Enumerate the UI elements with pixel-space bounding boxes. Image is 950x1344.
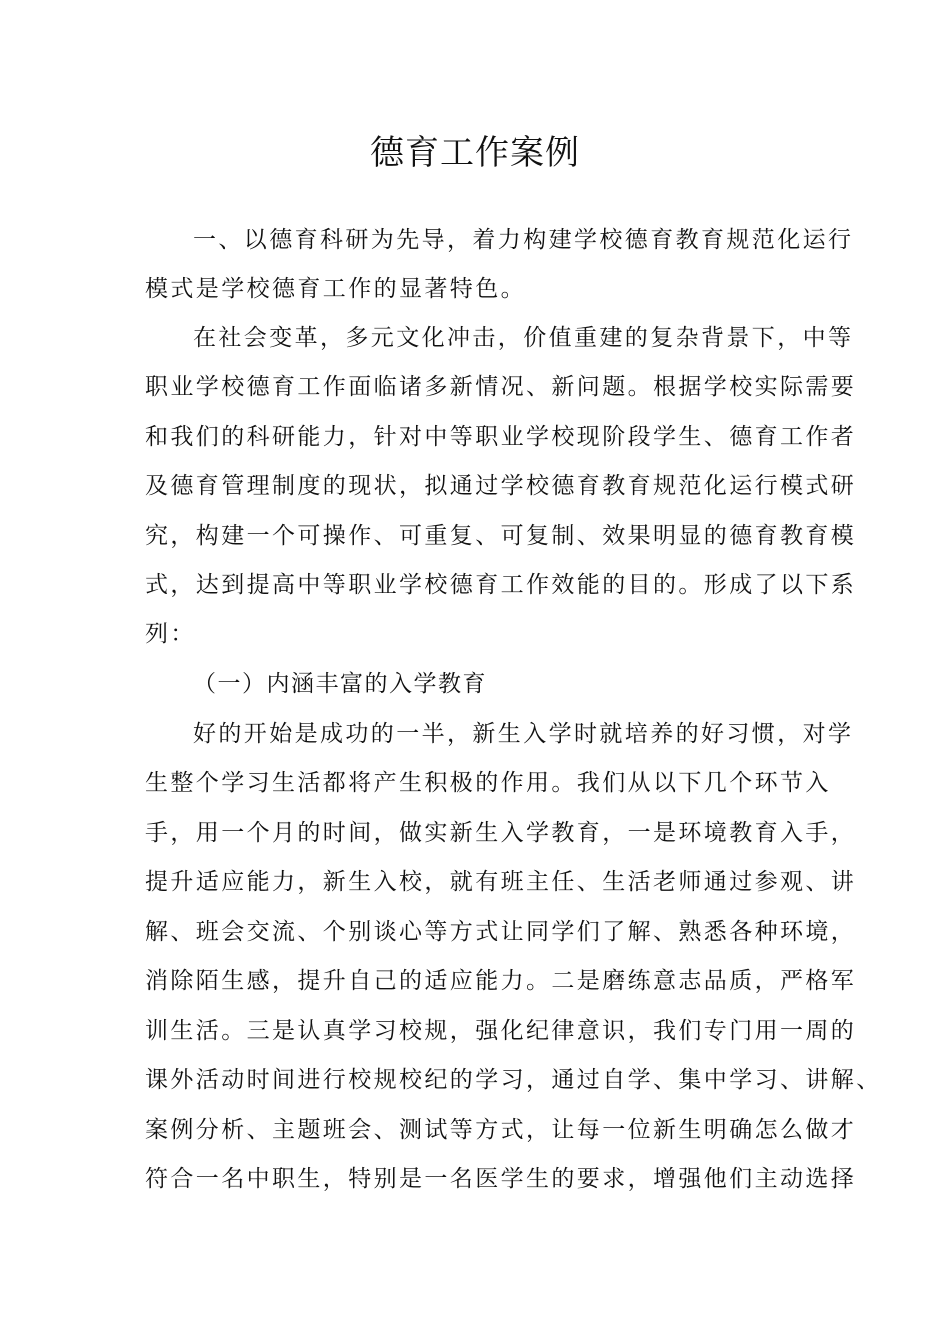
section-heading: （一）内涵丰富的入学教育 bbox=[193, 671, 487, 697]
paragraph-line: 式，达到提高中等职业学校德育工作效能的目的。形成了以下系 bbox=[145, 572, 857, 598]
paragraph-line: 及德育管理制度的现状，拟通过学校德育教育规范化运行模式研 bbox=[145, 473, 857, 499]
paragraph-line: 提升适应能力，新生入校，就有班主任、生活老师通过参观、讲 bbox=[145, 869, 857, 895]
paragraph-line: 案例分析、主题班会、测试等方式，让每一位新生明确怎么做才 bbox=[145, 1117, 857, 1143]
paragraph-line: 一、以德育科研为先导，着力构建学校德育教育规范化运行 bbox=[193, 227, 854, 253]
paragraph-line: 手，用一个月的时间，做实新生入学教育，一是环境教育入手， bbox=[145, 820, 857, 846]
paragraph-line: 好的开始是成功的一半，新生入学时就培养的好习惯，对学 bbox=[193, 721, 854, 747]
document-title: 德育工作案例 bbox=[370, 133, 580, 173]
paragraph-line: 列： bbox=[145, 621, 196, 647]
paragraph-line: 训生活。三是认真学习校规，强化纪律意识，我们专门用一周的 bbox=[145, 1018, 857, 1044]
paragraph-line: 在社会变革，多元文化冲击，价值重建的复杂背景下，中等 bbox=[193, 325, 854, 351]
paragraph-line: 符合一名中职生，特别是一名医学生的要求，增强他们主动选择 bbox=[145, 1166, 857, 1192]
paragraph-line: 职业学校德育工作面临诸多新情况、新问题。根据学校实际需要 bbox=[145, 374, 857, 400]
paragraph-line: 生整个学习生活都将产生积极的作用。我们从以下几个环节入 bbox=[145, 770, 831, 796]
paragraph-line: 究，构建一个可操作、可重复、可复制、效果明显的德育教育模 bbox=[145, 523, 857, 549]
paragraph-line: 解、班会交流、个别谈心等方式让同学们了解、熟悉各种环境， bbox=[145, 919, 857, 945]
paragraph-line: 模式是学校德育工作的显著特色。 bbox=[145, 276, 526, 302]
paragraph-line: 消除陌生感，提升自己的适应能力。二是磨练意志品质，严格军 bbox=[145, 968, 857, 994]
paragraph-line: 和我们的科研能力，针对中等职业学校现阶段学生、德育工作者 bbox=[145, 424, 857, 450]
paragraph-line: 课外活动时间进行校规校纪的学习，通过自学、集中学习、讲解、 bbox=[145, 1067, 882, 1093]
